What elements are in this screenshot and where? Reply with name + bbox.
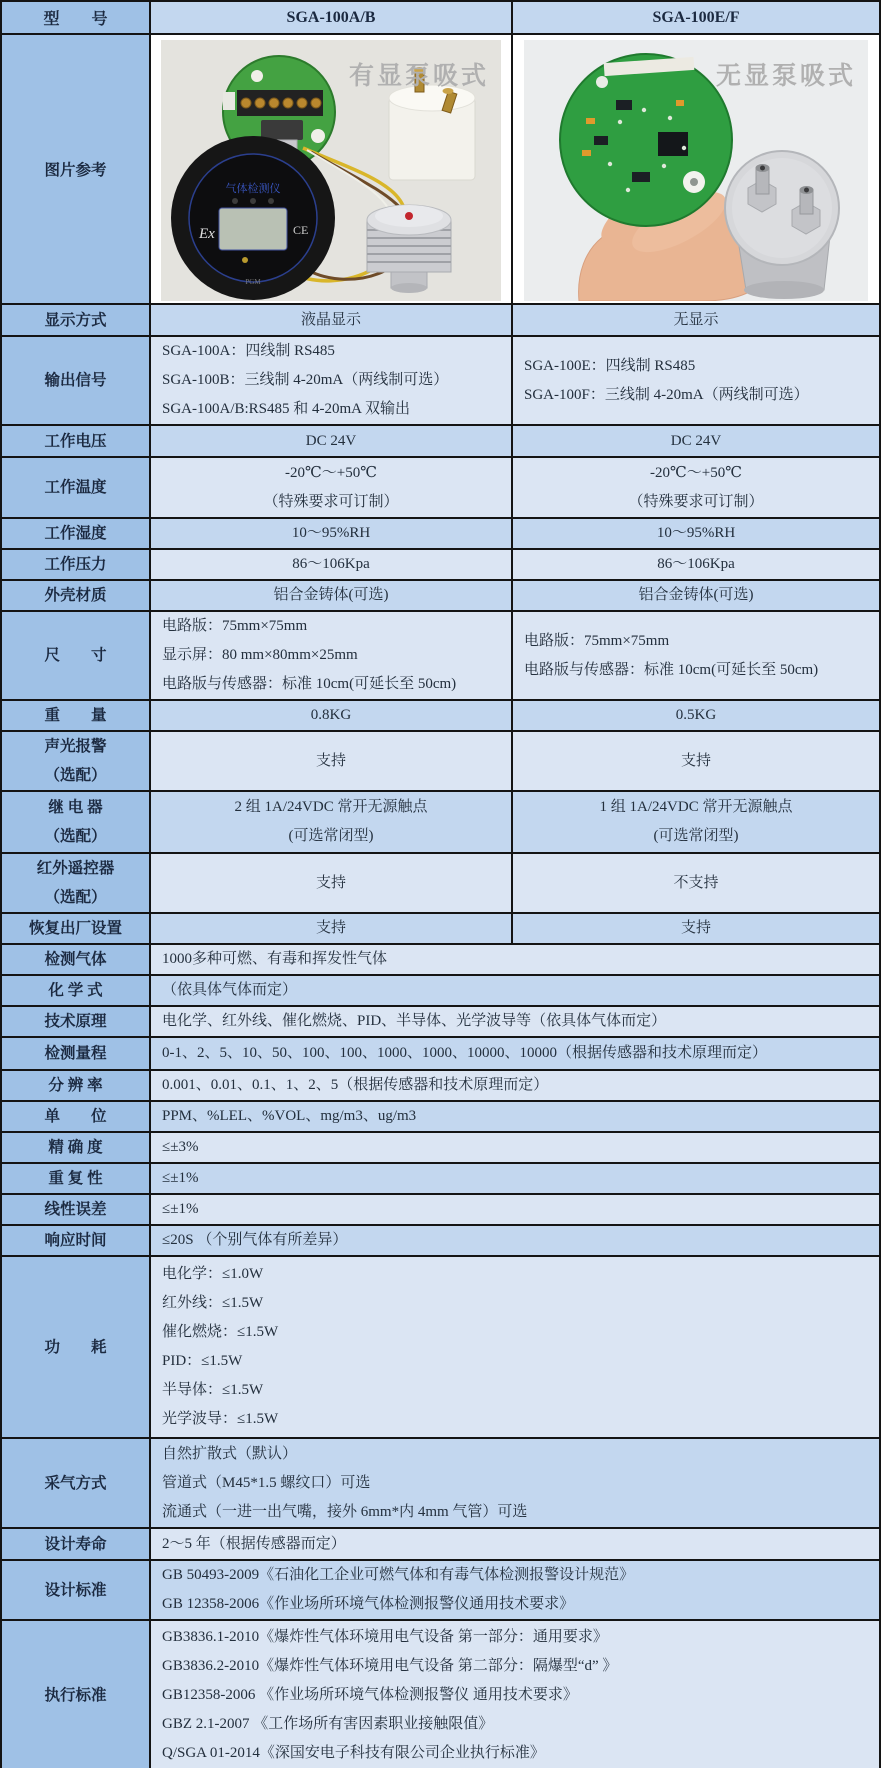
header-model-label: 型 号 <box>2 2 151 33</box>
row-value-span <box>151 1439 879 1527</box>
row-label-line: 分 辨 率 <box>48 1077 103 1094</box>
row-label-line: 执行标准 <box>44 1686 107 1704</box>
row-value-line: 电化学、红外线、催化燃烧、PID、半导体、光学波导等（依具体气体而定） <box>162 1013 667 1029</box>
row-label <box>2 1133 151 1162</box>
row-value-line: 1 组 1A/24VDC 常开无源触点 <box>599 799 793 815</box>
row-value-line: GB 12358-2006《作业场所环境气体检测报警仪通用技术要求》 <box>162 1596 575 1612</box>
spec-row <box>2 519 879 550</box>
spec-row <box>2 1038 879 1071</box>
row-value-line: 电路版与传感器：标准 10cm(可延长至 50cm) <box>524 661 819 678</box>
row-value-line: GB12358-2006 《作业场所环境气体检测报警仪 通用技术要求》 <box>162 1686 578 1703</box>
row-label-line: （选配） <box>44 828 107 845</box>
row-label-line: 精 确 度 <box>48 1139 103 1156</box>
row-label-line: 功 耗 <box>44 1338 107 1356</box>
spec-row <box>2 854 879 914</box>
detector-screen-title: 气体检测仪 <box>225 183 281 195</box>
row-value-line: 显示屏：80 mm×80mm×25mm <box>162 647 358 663</box>
row-value-line: ≤±1% <box>162 1201 199 1217</box>
row-value-ef <box>513 581 879 610</box>
row-value-span <box>151 1561 879 1619</box>
detector-ce-mark: CE <box>293 223 309 237</box>
row-value-line: SGA-100E：四线制 RS485 <box>524 357 696 374</box>
row-label-line: 技术原理 <box>44 1013 107 1030</box>
row-value-line: 0.5KG <box>675 707 717 723</box>
row-value-line: 管道式（M45*1.5 螺纹口）可选 <box>162 1474 371 1491</box>
header-model-ab: SGA-100A/B <box>151 2 513 33</box>
spec-rows-container <box>2 305 879 1768</box>
row-label <box>2 1621 151 1768</box>
spec-row <box>2 1071 879 1102</box>
spec-row <box>2 1257 879 1439</box>
row-value-ab <box>151 337 513 424</box>
row-label <box>2 581 151 610</box>
row-label <box>2 854 151 912</box>
row-value-span <box>151 1133 879 1162</box>
spec-row <box>2 612 879 701</box>
row-value-line: 铝合金铸体(可选) <box>273 587 389 603</box>
row-value-ef <box>513 550 879 579</box>
row-label-line: 声光报警 <box>44 738 107 755</box>
spec-row <box>2 1164 879 1195</box>
row-value-ab <box>151 701 513 730</box>
row-label-line: 单 位 <box>44 1108 107 1125</box>
row-value-line: PID：≤1.5W <box>162 1353 243 1369</box>
pcb-board-right <box>560 54 732 226</box>
row-label-line: 响应时间 <box>44 1232 107 1249</box>
row-label-line: 重 量 <box>44 707 107 724</box>
row-value-span <box>151 1071 879 1100</box>
row-value-line: 红外线：≤1.5W <box>162 1295 264 1311</box>
spec-row <box>2 792 879 854</box>
row-value-line: 电路版与传感器：标准 10cm(可延长至 50cm) <box>162 676 457 692</box>
row-label-line: 工作压力 <box>44 556 107 573</box>
row-value-ab <box>151 305 513 335</box>
row-label-line: 工作电压 <box>44 432 107 450</box>
image-row <box>2 35 879 305</box>
row-value-line: （特殊要求可订制） <box>263 493 399 510</box>
row-value-line: 0.8KG <box>310 707 352 723</box>
row-value-line: 催化燃烧：≤1.5W <box>162 1324 279 1340</box>
row-value-ab <box>151 581 513 610</box>
row-value-line: 支持 <box>680 920 711 936</box>
row-value-ab <box>151 732 513 790</box>
row-label-line: （选配） <box>44 767 107 784</box>
header-model-ef: SGA-100E/F <box>513 2 879 33</box>
row-value-line: （依具体气体而定） <box>162 982 298 998</box>
row-label-line: 采气方式 <box>44 1474 107 1492</box>
row-label <box>2 1257 151 1437</box>
spec-row <box>2 581 879 612</box>
row-value-span <box>151 1195 879 1224</box>
row-label-line: 继 电 器 <box>48 799 103 816</box>
row-label-line: 检测量程 <box>44 1045 107 1062</box>
detector-ex-mark: Ex <box>199 226 215 242</box>
row-label <box>2 1071 151 1100</box>
spec-row <box>2 426 879 458</box>
row-label <box>2 550 151 579</box>
row-value-line: GB 50493-2009《石油化工企业可燃气体和有毒气体检测报警设计规范》 <box>162 1567 635 1583</box>
row-label <box>2 1195 151 1224</box>
watermark-left: 有显泵吸式 <box>348 63 489 90</box>
row-label <box>2 426 151 456</box>
row-label-line: 外壳材质 <box>44 587 107 604</box>
row-value-ab <box>151 550 513 579</box>
row-value-line: 铝合金铸体(可选) <box>638 587 754 603</box>
row-value-line: （特殊要求可订制） <box>628 493 764 510</box>
row-label-line: 恢复出厂设置 <box>28 920 122 937</box>
row-value-ab <box>151 854 513 912</box>
row-value-line: SGA-100A：四线制 RS485 <box>162 343 335 359</box>
spec-row <box>2 1102 879 1133</box>
row-value-span <box>151 945 879 974</box>
row-label-line: 尺 寸 <box>44 647 107 664</box>
row-value-line: SGA-100B：三线制 4-20mA（两线制可选） <box>162 372 449 388</box>
spec-row <box>2 305 879 337</box>
row-value-line: DC 24V <box>670 432 722 449</box>
row-value-ef <box>513 854 879 912</box>
row-value-line: 电化学：≤1.0W <box>162 1266 264 1282</box>
row-value-line: 支持 <box>680 752 711 769</box>
row-value-ab <box>151 519 513 548</box>
photo-cell-ab <box>151 35 513 303</box>
row-label-line: 设计寿命 <box>44 1535 107 1553</box>
row-value-line: -20℃～+50℃ <box>649 464 742 481</box>
row-value-ab <box>151 458 513 517</box>
row-value-line: SGA-100F：三线制 4-20mA（两线制可选） <box>524 386 809 403</box>
spec-row <box>2 1007 879 1038</box>
row-label-line: 显示方式 <box>44 311 107 329</box>
gas-detector-black <box>171 136 335 300</box>
watermark-right: 无显泵吸式 <box>715 63 856 90</box>
row-label <box>2 1007 151 1036</box>
row-label <box>2 458 151 517</box>
row-value-ef <box>513 458 879 517</box>
spec-row <box>2 945 879 976</box>
row-value-span <box>151 1164 879 1193</box>
row-value-span <box>151 1007 879 1036</box>
row-value-line: 无显示 <box>673 311 719 328</box>
row-label <box>2 732 151 790</box>
row-label <box>2 612 151 699</box>
spec-row <box>2 1195 879 1226</box>
row-value-line: 电路版：75mm×75mm <box>162 618 308 634</box>
row-value-span <box>151 976 879 1005</box>
row-value-line: 不支持 <box>673 874 719 891</box>
row-value-ef <box>513 914 879 943</box>
spec-row <box>2 976 879 1007</box>
row-label-line: 工作湿度 <box>44 525 107 542</box>
row-value-line: 2～5 年（根据传感器而定） <box>162 1535 346 1552</box>
row-value-ef <box>513 519 879 548</box>
row-value-line: (可选常闭型) <box>653 828 739 844</box>
row-value-line: Q/SGA 01-2014《深国安电子科技有限公司企业执行标准》 <box>162 1744 545 1761</box>
row-label <box>2 1102 151 1131</box>
row-label <box>2 337 151 424</box>
row-label <box>2 792 151 852</box>
spec-row <box>2 458 879 519</box>
row-value-line: 液晶显示 <box>300 311 361 328</box>
spec-row <box>2 701 879 732</box>
row-value-line: (可选常闭型) <box>288 828 374 844</box>
product-photo-sga100ab <box>161 40 501 301</box>
row-label-line: 设计标准 <box>44 1581 107 1599</box>
row-value-ab <box>151 792 513 852</box>
row-value-line: 支持 <box>315 920 346 936</box>
header-row <box>2 2 879 35</box>
row-value-line: GBZ 2.1-2007 《工作场所有害因素职业接触限值》 <box>162 1715 494 1732</box>
row-value-span <box>151 1621 879 1768</box>
row-value-line: GB3836.1-2010《爆炸性气体环境用电气设备 第一部分：通用要求》 <box>162 1628 608 1645</box>
row-value-line: 2 组 1A/24VDC 常开无源触点 <box>234 799 428 815</box>
image-row-label: 图片参考 <box>2 35 151 303</box>
row-value-ab <box>151 426 513 456</box>
row-label-line: 线性误差 <box>44 1201 107 1218</box>
row-value-ef <box>513 337 879 424</box>
row-label <box>2 1529 151 1559</box>
row-value-line: 半导体：≤1.5W <box>162 1382 264 1398</box>
row-label <box>2 1164 151 1193</box>
row-value-line: 10～95%RH <box>291 525 371 541</box>
row-label <box>2 1038 151 1069</box>
row-value-line: ≤20S （个别气体有所差异） <box>162 1232 348 1248</box>
row-value-line: 支持 <box>315 874 346 891</box>
spec-row <box>2 1529 879 1561</box>
photo-cell-ef <box>513 35 879 303</box>
row-label-line: 重 复 性 <box>48 1170 103 1187</box>
row-value-ab <box>151 914 513 943</box>
row-value-ab <box>151 612 513 699</box>
spec-row <box>2 337 879 426</box>
row-label <box>2 305 151 335</box>
row-label <box>2 1561 151 1619</box>
row-value-line: ≤±1% <box>162 1170 199 1186</box>
row-value-line: 电路版：75mm×75mm <box>524 632 670 649</box>
row-value-ef <box>513 732 879 790</box>
row-label <box>2 701 151 730</box>
row-value-line: DC 24V <box>305 432 357 449</box>
spec-row <box>2 1439 879 1529</box>
row-value-line: 86～106Kpa <box>657 556 735 572</box>
row-label <box>2 945 151 974</box>
row-label-line: 红外遥控器 <box>36 860 115 877</box>
row-value-line: GB3836.2-2010《爆炸性气体环境用电气设备 第二部分：隔爆型“d” 》 <box>162 1657 618 1674</box>
spec-row <box>2 1621 879 1768</box>
row-value-span <box>151 1529 879 1559</box>
row-value-line: ≤±3% <box>162 1139 199 1155</box>
row-value-span <box>151 1226 879 1255</box>
row-value-line: 1000多种可燃、有毒和挥发性气体 <box>162 951 388 967</box>
row-value-ef <box>513 305 879 335</box>
spec-row <box>2 732 879 792</box>
row-label <box>2 976 151 1005</box>
row-label <box>2 1226 151 1255</box>
row-value-line: 流通式（一进一出气嘴，接外 6mm*内 4mm 气管）可选 <box>162 1503 528 1520</box>
row-label-line: 输出信号 <box>44 372 107 389</box>
row-label <box>2 914 151 943</box>
spec-row <box>2 1226 879 1257</box>
row-value-line: 86～106Kpa <box>292 556 370 572</box>
row-label-line: 化 学 式 <box>48 982 103 999</box>
row-value-line: 光学波导：≤1.5W <box>162 1411 279 1427</box>
row-value-ef <box>513 426 879 456</box>
row-value-span <box>151 1257 879 1437</box>
row-value-line: 自然扩散式（默认） <box>162 1445 298 1462</box>
row-value-span <box>151 1102 879 1131</box>
row-label-line: 检测气体 <box>44 951 107 968</box>
product-photo-sga100ef <box>524 40 868 301</box>
row-value-line: 0-1、2、5、10、50、100、100、1000、1000、10000、10000（根据传感器和技术原理而定） <box>162 1045 767 1061</box>
row-value-ef <box>513 612 879 699</box>
row-value-line: 支持 <box>315 752 346 769</box>
row-value-line: SGA-100A/B:RS485 和 4-20mA 双输出 <box>162 401 410 417</box>
spec-row <box>2 550 879 581</box>
row-label-line: 工作温度 <box>44 479 107 496</box>
spec-row <box>2 1561 879 1621</box>
spec-row <box>2 1133 879 1164</box>
row-value-ef <box>513 701 879 730</box>
row-value-line: 10～95%RH <box>656 525 736 541</box>
row-value-line: PPM、%LEL、%VOL、mg/m3、ug/m3 <box>162 1108 417 1124</box>
row-value-span <box>151 1038 879 1069</box>
row-label <box>2 519 151 548</box>
row-value-ef <box>513 792 879 852</box>
row-label <box>2 1439 151 1527</box>
row-value-line: 0.001、0.01、0.1、1、2、5（根据传感器和技术原理而定） <box>162 1077 549 1093</box>
row-label-line: （选配） <box>44 889 107 906</box>
row-value-line: -20℃～+50℃ <box>284 464 377 481</box>
detector-pgm-mark: PGM <box>245 278 261 286</box>
spec-row <box>2 914 879 945</box>
